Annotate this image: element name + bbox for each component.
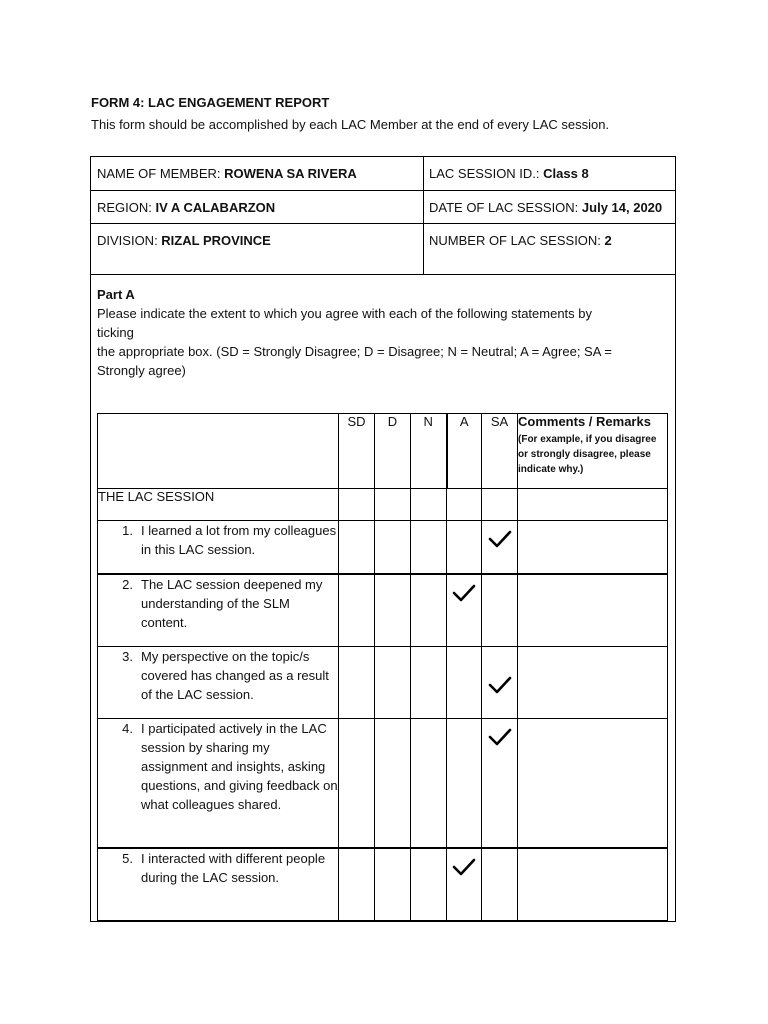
rating-cell <box>482 489 518 521</box>
info-row-member <box>91 157 675 191</box>
session-id-label: LAC SESSION ID.: <box>429 166 544 181</box>
rating-cell <box>411 489 447 521</box>
session-id-value: Class 8 <box>543 166 589 181</box>
division-label: DIVISION: <box>97 233 162 248</box>
rating-cell-d[interactable] <box>375 848 411 921</box>
statement-cell <box>98 719 339 849</box>
rating-cell-sd[interactable] <box>339 647 375 719</box>
statement-cell <box>98 521 339 575</box>
statement-row <box>98 848 668 921</box>
part-a-instructions <box>97 285 657 380</box>
statement-text: My perspective on the topic/s covered has changed as a result of the LAC session. <box>141 649 329 702</box>
remarks-cell[interactable] <box>518 574 668 647</box>
part-a-heading: Part A <box>97 287 135 302</box>
info-divider <box>423 157 424 275</box>
statement-text: I interacted with different people during the LAC session. <box>141 851 326 885</box>
col-header-d: D <box>375 414 411 489</box>
rating-cell-a[interactable] <box>447 647 482 719</box>
report-form <box>90 156 676 922</box>
statement-number: 3. <box>122 649 133 664</box>
rating-cell-sa[interactable] <box>482 647 518 719</box>
rating-cell-d[interactable] <box>375 719 411 849</box>
rating-cell-n[interactable] <box>411 521 447 575</box>
member-label: NAME OF MEMBER: <box>97 166 225 181</box>
rating-cell-sa[interactable] <box>482 521 518 575</box>
col-header-sd: SD <box>339 414 375 489</box>
statement-row <box>98 647 668 719</box>
statement-cell <box>98 647 339 719</box>
rating-cell-d[interactable] <box>375 521 411 575</box>
rating-cell-n[interactable] <box>411 719 447 849</box>
rating-cell <box>339 489 375 521</box>
statement-text: I learned a lot from my colleagues in this LAC session. <box>141 523 337 557</box>
col-header-a: A <box>447 414 482 489</box>
col-header-sa: SA <box>482 414 518 489</box>
statement-row <box>98 574 668 647</box>
rating-cell-d[interactable] <box>375 647 411 719</box>
info-row-region <box>91 191 675 224</box>
date-value: July 14, 2020 <box>581 200 663 215</box>
statement-row <box>98 719 668 849</box>
statement-cell <box>98 574 339 647</box>
rating-cell-sa[interactable] <box>482 719 518 849</box>
part-a-line: Please indicate the extent to which you agree with each of the following statements by <box>97 306 593 321</box>
rating-cell-sa[interactable] <box>482 848 518 921</box>
rating-cell-sd[interactable] <box>339 848 375 921</box>
statement-header <box>98 414 339 489</box>
section-label: THE LAC SESSION <box>98 489 339 521</box>
rating-cell-n[interactable] <box>411 848 447 921</box>
rating-cell-a[interactable] <box>447 719 482 849</box>
part-a-line: the appropriate box. (SD = Strongly Disagree; D = Disagree; N = Neutral; A = Agree; SA = <box>97 344 612 359</box>
info-row-division <box>91 224 675 275</box>
statement-number: 1. <box>122 523 133 538</box>
date-field <box>423 191 675 223</box>
statement-number: 5. <box>122 851 133 866</box>
rating-cell-a[interactable] <box>447 848 482 921</box>
region-label: REGION: <box>97 200 156 215</box>
session-number-field <box>423 224 675 274</box>
part-a-line: ticking <box>97 325 134 340</box>
checkmark-icon <box>488 675 512 695</box>
rating-table <box>97 413 668 921</box>
rating-cell-a[interactable] <box>447 521 482 575</box>
checkmark-icon <box>488 529 512 549</box>
remarks-note: (For example, if you disagree or strongly disagree, please indicate why.) <box>518 434 657 475</box>
rating-cell-sd[interactable] <box>339 521 375 575</box>
remarks-cell[interactable] <box>518 848 668 921</box>
rating-cell <box>447 489 482 521</box>
checkmark-icon <box>452 857 476 877</box>
rating-cell-n[interactable] <box>411 647 447 719</box>
rating-cell-d[interactable] <box>375 574 411 647</box>
checkmark-icon <box>452 583 476 603</box>
region-value: IV A CALABARZON <box>155 200 276 215</box>
statement-number: 2. <box>122 577 133 592</box>
rating-cell-sd[interactable] <box>339 574 375 647</box>
rating-cell-n[interactable] <box>411 574 447 647</box>
date-label: DATE OF LAC SESSION: <box>429 200 582 215</box>
remarks-title: Comments / Remarks <box>518 414 651 429</box>
statement-text: I participated actively in the LAC session by sharing my assignment and insights, asking questions, and giving feedback on what colleagues shared. <box>141 721 338 812</box>
statement-text: The LAC session deepened my understanding of the SLM content. <box>141 577 323 630</box>
remarks-header <box>518 414 668 489</box>
division-field <box>91 224 423 274</box>
statement-number: 4. <box>122 721 133 736</box>
remarks-cell[interactable] <box>518 647 668 719</box>
member-value: ROWENA SA RIVERA <box>224 166 357 181</box>
region-field <box>91 191 423 223</box>
rating-cell <box>375 489 411 521</box>
remarks-cell[interactable] <box>518 719 668 849</box>
form-title: FORM 4: LAC ENGAGEMENT REPORT <box>91 95 330 110</box>
session-id-field <box>423 157 675 190</box>
form-instruction: This form should be accomplished by each LAC Member at the end of every LAC session. <box>91 117 610 132</box>
part-a-line: Strongly agree) <box>97 363 186 378</box>
member-field <box>91 157 423 190</box>
statement-cell <box>98 848 339 921</box>
col-header-n: N <box>411 414 447 489</box>
checkmark-icon <box>488 727 512 747</box>
statement-row <box>98 521 668 575</box>
rating-cell-sa[interactable] <box>482 574 518 647</box>
division-value: RIZAL PROVINCE <box>161 233 271 248</box>
remarks-cell[interactable] <box>518 521 668 575</box>
session-number-value: 2 <box>604 233 612 248</box>
remarks-cell <box>518 489 668 521</box>
rating-cell-a[interactable] <box>447 574 482 647</box>
session-number-label: NUMBER OF LAC SESSION: <box>429 233 605 248</box>
rating-cell-sd[interactable] <box>339 719 375 849</box>
